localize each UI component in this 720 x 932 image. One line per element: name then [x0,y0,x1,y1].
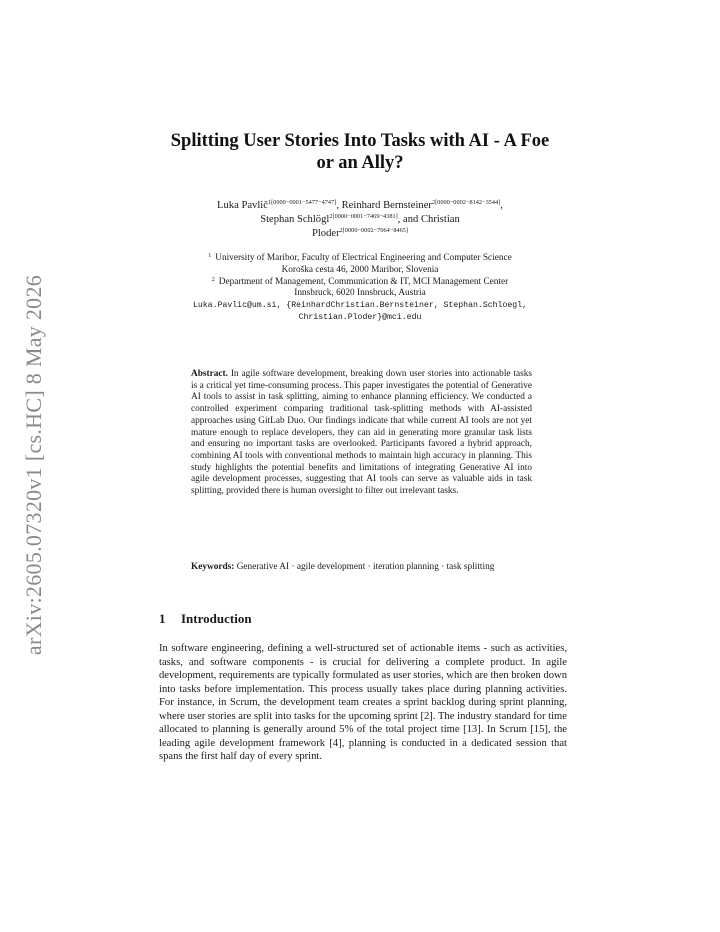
affiliation-1 [150,253,570,265]
affiliation-1-address: Koroška cesta 46, 2000 Maribor, Slovenia [281,264,439,275]
keywords-label: Keywords: [191,562,235,572]
section-heading [159,611,252,627]
affiliation-text: Department of Management, Communication & IT, MCI Management Center [218,276,509,287]
paper-title [150,130,570,174]
author-orcid: 2[0000−0002−7064−8465] [339,227,409,234]
affiliation-text: University of Maribor, Faculty of Electrical Engineering and Computer Science [215,253,512,263]
author-name: Ploder [311,228,340,239]
abstract-text: In agile software development, breaking down user stories into actionable tasks is a critical yet time-consuming process. This paper investigates the potential of Generative AI tools to assist in task splitting, aiming to enhance planning efficiency. We conducted a controlled experiment comparing traditional task-splitting methods with AI-assisted approaches using GitLab Duo. Our findings indicate that while current AI tools are not yet mature enough to replace developers, they can aid in generating more granular task lists and ensuring no important tasks are overlooked. Participants favored a hybrid approach, combining AI tools with conventional methods to maintain high accuracy in planning. This study highlights the potential benefits and limitations of integrating Generative AI into agile development processes, suggesting that AI tools can serve as valuable aids in task splitting, provided there is human oversight to filter out irrelevant tasks. [191,369,533,497]
author-orcid: 1[0000−0001−5477−4747] [267,199,337,206]
arxiv-identifier-text: arXiv:2605.07320v1 [cs.HC] 8 May 2026 [21,274,46,656]
keywords-text: Generative AI · agile development · iteration planning · task splitting [236,562,495,572]
affiliations [150,253,570,324]
author-name: Stephan Schlögl [260,214,330,225]
section-title: Introduction [181,611,252,626]
section-number: 1 [159,611,166,626]
abstract-label: Abstract. [191,369,228,379]
affiliation-2 [150,277,570,289]
paper-title-line-1: Splitting User Stories Into Tasks with AI - A Foe [170,131,550,151]
abstract [191,369,532,498]
author-list [150,199,570,241]
paper-title-line-2: or an Ally? [316,153,404,173]
author-orcid: 2[0000−0001−7469−4381] [329,213,398,220]
author-emails: Luka.Pavlic@um.si, {ReinhardChristian.Bernsteiner, Stephan.Schloegl, [192,301,528,311]
author-line-1: Luka Pavlič$^{1[0000-0001-5477-4747]}$, Reinhard Bernsteiner$^{2[0000-0002-8142-3544]}$, [217,199,503,211]
affiliation-marker: 2 [211,276,215,283]
author-line-3 [150,227,570,241]
arxiv-identifier-stamp [14,260,54,670]
author-name: Reinhard Bernsteiner [341,200,432,211]
keywords [191,562,532,574]
author-emails: Christian.Ploder}@mci.edu [298,312,422,322]
affiliation-marker: 1 [208,253,212,259]
author-name: Luka Pavlič [217,200,268,211]
author-line-2 [150,213,570,227]
introduction-paragraph: In software engineering, defining a well-structured set of actionable items - such as activities, tasks, and software components - is crucial for delivering a complete product. In agile development, requirements are typically formulated as user stories, which are then broken down into tasks before implementation. This process usually takes place during planning activities. For instance, in Scrum, the development team creates a sprint backlog during sprint planning, where user stories are split into tasks for the upcoming sprint [2]. The industry standard for time allocated to planning is generally around 5% of the total project time [13]. In Scrum [15], the leading agile development framework [4], planning is conducted in a dedicated session that spans the first half day of every sprint. [159,643,567,762]
author-separator: , and Christian [397,214,460,225]
affiliation-2-address: Innsbruck, 6020 Innsbruck, Austria [294,288,426,299]
author-orcid: 2[0000−0002−8142−3544] [431,199,501,206]
